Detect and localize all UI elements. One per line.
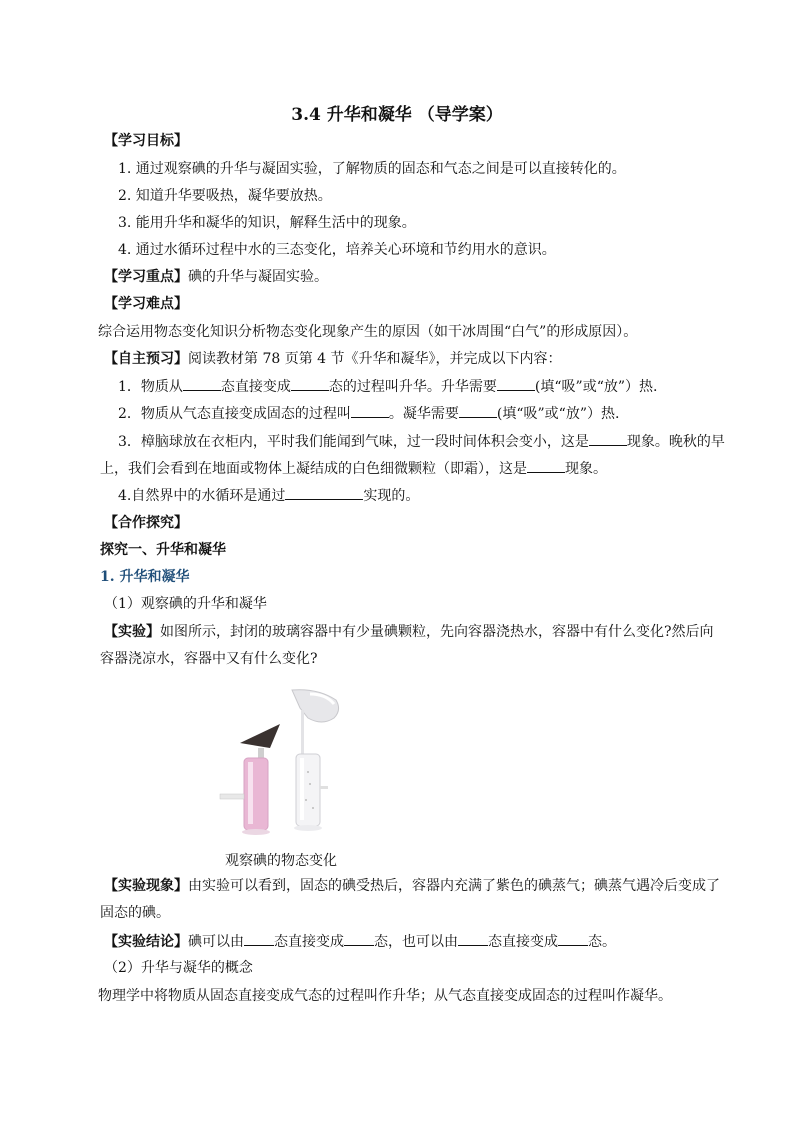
- conclusion-text: 态直接变成: [488, 934, 558, 950]
- preview-label: 【自主预习】: [104, 351, 188, 367]
- answer-blank[interactable]: [558, 931, 588, 946]
- question-2: [118, 403, 619, 424]
- q2-text: 2．物质从气态直接变成固态的过程叫: [118, 406, 351, 422]
- difficulty-heading: 【学习难点】: [104, 296, 188, 312]
- answer-blank[interactable]: [351, 403, 389, 418]
- q1-text: (填“吸”或“放”）热.: [534, 379, 658, 395]
- concept-text: 物理学中将物质从固态直接变成气态的过程叫作升华；从气态直接变成固态的过程叫作凝华。: [98, 988, 672, 1004]
- goal-item: 2. 知道升华要吸热，凝华要放热。: [118, 188, 332, 204]
- answer-blank[interactable]: [458, 931, 488, 946]
- key-text: 碘的升华与凝固实验。: [188, 269, 328, 285]
- water-stream: [301, 710, 304, 756]
- q3-text: 上，我们会看到在地面或物体上凝结成的白色细微颗粒（即霜），这是: [100, 461, 527, 477]
- answer-blank[interactable]: [183, 376, 221, 391]
- q3-text: 现象。晚秋的早: [626, 434, 725, 450]
- phenomenon-line: [104, 876, 720, 896]
- q4-text: 4.自然界中的水循环是通过: [118, 488, 286, 504]
- difficulty-text: 综合运用物态变化知识分析物态变化现象产生的原因（如干冰周围“白气”的形成原因）。: [98, 324, 638, 340]
- phenomenon-text-cont: 固态的碘。: [100, 905, 170, 921]
- question-3-cont: [100, 458, 607, 479]
- q1-text: 1．物质从: [118, 379, 183, 395]
- answer-blank[interactable]: [244, 931, 274, 946]
- question-3: [118, 431, 725, 452]
- coop-heading: 【合作探究】: [104, 515, 188, 531]
- goal-item: 3. 能用升华和凝华的知识，解释生活中的现象。: [118, 215, 416, 231]
- key-point: [104, 267, 328, 287]
- question-4: [118, 485, 419, 506]
- subsection-heading: （2）升华与凝华的概念: [104, 960, 253, 976]
- subsection-heading: （1）观察碘的升华和凝华: [104, 596, 267, 612]
- question-1: [118, 376, 657, 397]
- answer-blank[interactable]: [459, 403, 497, 418]
- pink-tube: [244, 758, 268, 830]
- q1-text: 态的过程叫升华。升华需要: [328, 379, 497, 395]
- experiment-text-cont: 容器浇凉水，容器中又有什么变化?: [100, 651, 318, 667]
- iodine-apparatus-illustration: [218, 688, 368, 838]
- q3-text: 现象。: [565, 461, 607, 477]
- goals-heading: 【学习目标】: [104, 133, 188, 149]
- answer-blank[interactable]: [285, 485, 363, 500]
- funnel-shape: [240, 724, 280, 748]
- conclusion-label: 【实验结论】: [104, 934, 188, 950]
- preview-line: [104, 349, 562, 369]
- conclusion-text: 态直接变成: [274, 934, 344, 950]
- conclusion-text: 态。: [588, 934, 616, 950]
- goal-item: 1. 通过观察碘的升华与凝固实验，了解物质的固态和气态之间是可以直接转化的。: [118, 161, 626, 177]
- conclusion-text: 碘可以由: [188, 934, 244, 950]
- q2-text: (填“吸”或“放”）热.: [496, 406, 620, 422]
- figure-caption: 观察碘的物态变化: [225, 853, 337, 869]
- q1-text: 态直接变成: [220, 379, 291, 395]
- page-title: 3.4 升华和凝华 （导学案）: [291, 105, 503, 125]
- answer-blank[interactable]: [527, 458, 565, 473]
- tube-highlight: [248, 762, 253, 824]
- q3-text: 3．樟脑球放在衣柜内，平时我们能闻到气味，过一段时间体积会变小，这是: [118, 434, 589, 450]
- answer-blank[interactable]: [497, 376, 535, 391]
- experiment-figure: [218, 688, 368, 838]
- conclusion-text: 态，也可以由: [374, 934, 458, 950]
- experiment-line: [104, 622, 714, 642]
- side-pipe: [220, 794, 244, 799]
- section-heading: 1. 升华和凝华: [100, 569, 190, 585]
- key-label: 【学习重点】: [104, 269, 188, 285]
- phenomenon-text: 由实验可以看到，固态的碘受热后，容器内充满了紫色的碘蒸气；碘蒸气遇冷后变成了: [188, 878, 720, 894]
- experiment-text: 如图所示，封闭的玻璃容器中有少量碘颗粒，先向容器浇热水，容器中有什么变化?然后向: [160, 624, 714, 640]
- conclusion-line: [104, 931, 616, 952]
- goal-item: 4. 通过水循环过程中水的三态变化，培养关心环境和节约用水的意识。: [118, 242, 556, 258]
- q2-text: 。凝华需要: [388, 406, 459, 422]
- phenomenon-label: 【实验现象】: [104, 878, 188, 894]
- clear-tube: [296, 754, 320, 826]
- experiment-label: 【实验】: [104, 624, 160, 640]
- answer-blank[interactable]: [344, 931, 374, 946]
- preview-text: 阅读教材第 78 页第 4 节《升华和凝华》，并完成以下内容：: [188, 351, 562, 367]
- answer-blank[interactable]: [589, 431, 627, 446]
- q4-text: 实现的。: [363, 488, 420, 504]
- funnel-neck: [258, 748, 264, 758]
- explore-heading: 探究一、升华和凝华: [100, 542, 226, 558]
- answer-blank[interactable]: [291, 376, 329, 391]
